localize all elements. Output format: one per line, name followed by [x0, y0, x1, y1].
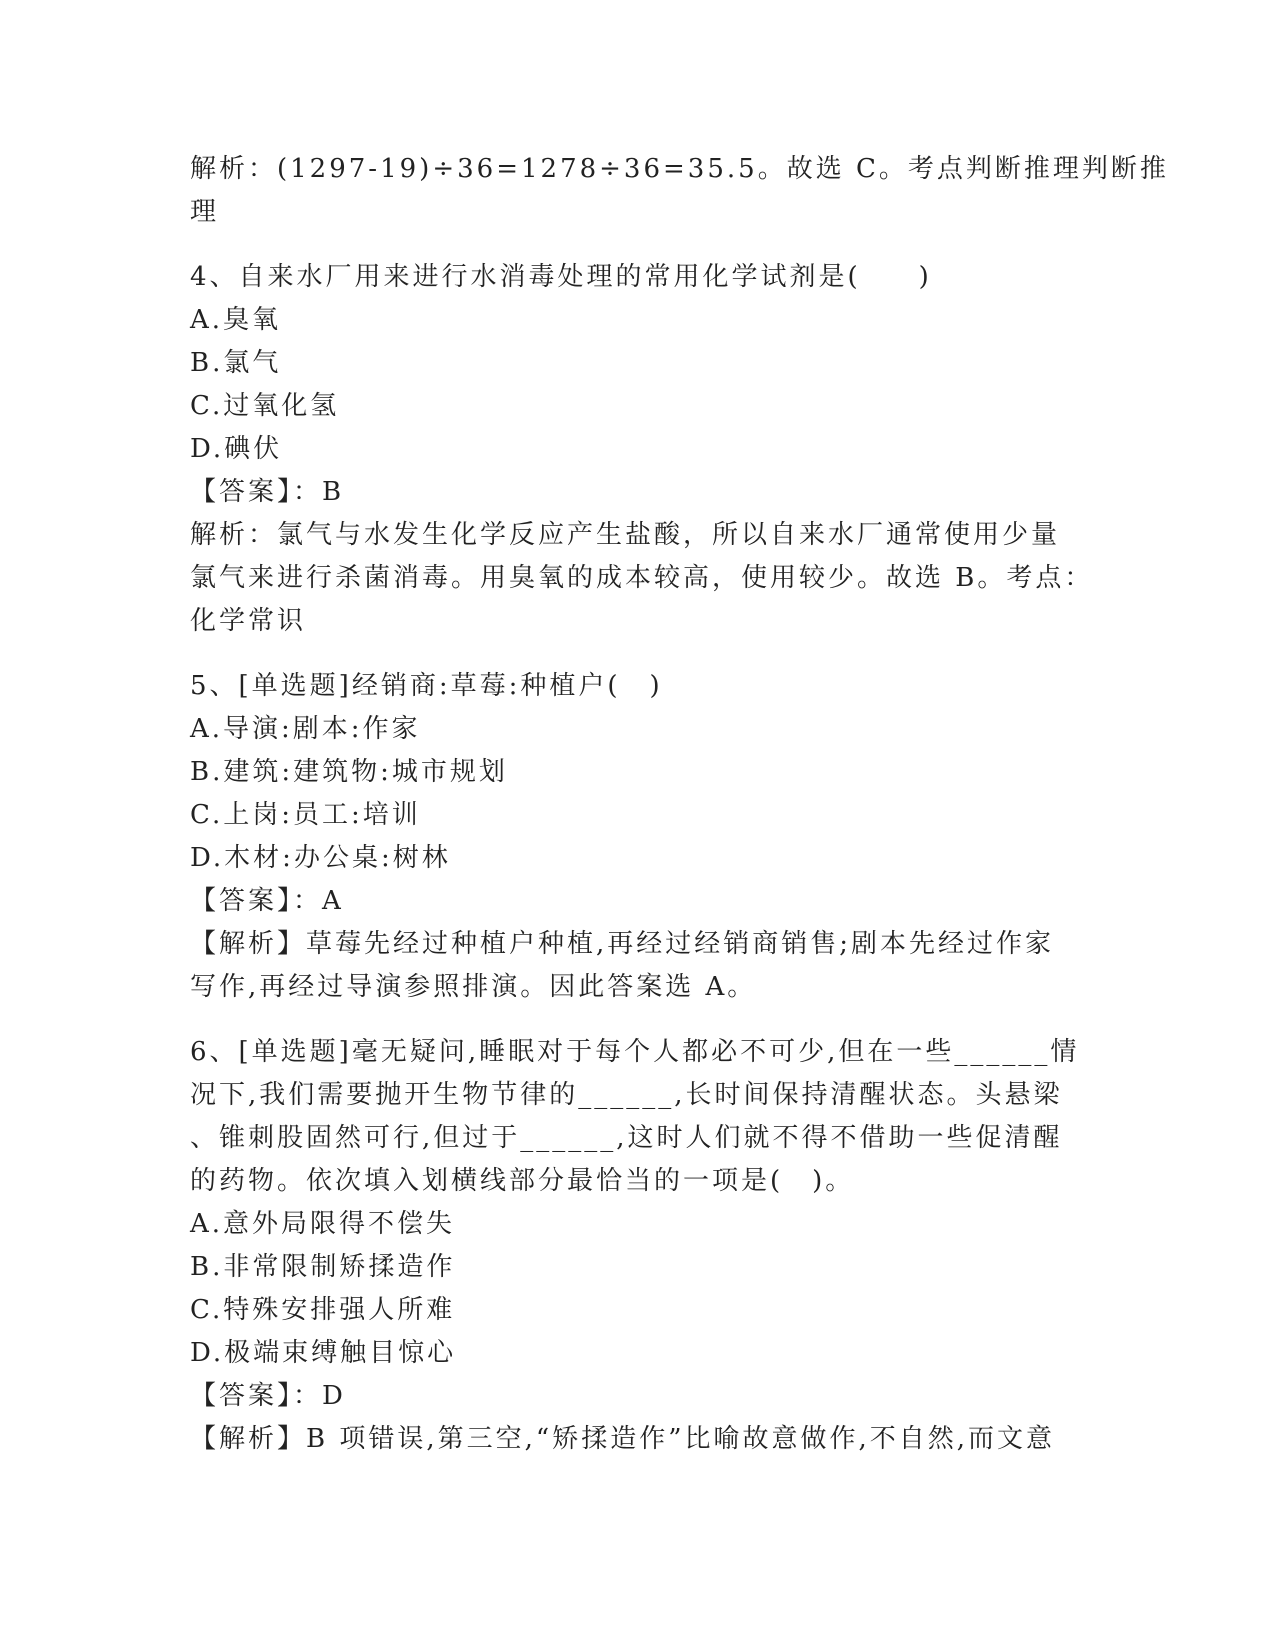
- question-6: [190, 1031, 1090, 1461]
- prev-analysis: [190, 148, 1169, 234]
- question-stem-line: 况下,我们需要抛开生物节律的______,长时间保持清醒状态。头悬梁: [190, 1080, 1063, 1110]
- option-d: D.极端束缚触目惊心: [190, 1338, 457, 1368]
- analysis-line: 解析：(1297-19)÷36=1278÷36=35.5。故选 C。考点判断推理判断推: [190, 154, 1169, 184]
- option-a: A.导演:剧本:作家: [190, 714, 421, 744]
- option-c: C.特殊安排强人所难: [190, 1295, 456, 1325]
- answer: 【答案】：A: [190, 886, 344, 916]
- option-a: A.意外局限得不偿失: [190, 1209, 456, 1239]
- option-c: C.上岗:员工:培训: [190, 800, 421, 830]
- analysis-line: 【解析】B 项错误,第三空,“矫揉造作”比喻故意做作,不自然,而文意: [190, 1424, 1056, 1454]
- document-content: [190, 148, 1169, 1461]
- option-d: D.碘伏: [190, 434, 283, 464]
- analysis-line: 解析：氯气与水发生化学反应产生盐酸，所以自来水厂通常使用少量: [190, 520, 1061, 550]
- option-b: B.建筑:建筑物:城市规划: [190, 757, 508, 787]
- option-b: B.氯气: [190, 348, 282, 378]
- answer: 【答案】：B: [190, 477, 345, 507]
- analysis-line: 氯气来进行杀菌消毒。用臭氧的成本较高，使用较少。故选 B。考点：: [190, 563, 1094, 593]
- option-a: A.臭氧: [190, 305, 282, 335]
- option-b: B.非常限制矫揉造作: [190, 1252, 456, 1282]
- question-stem: 5、[单选题]经销商:草莓:种植户( ): [190, 671, 663, 701]
- question-4: [190, 256, 1094, 643]
- analysis-line: 【解析】草莓先经过种植户种植,再经过经销商销售;剧本先经过作家: [190, 929, 1055, 959]
- analysis-line: 写作,再经过导演参照排演。因此答案选 A。: [190, 972, 757, 1002]
- option-c: C.过氧化氢: [190, 391, 340, 421]
- question-stem-line: 6、[单选题]毫无疑问,睡眠对于每个人都必不可少,但在一些______情: [190, 1037, 1080, 1067]
- analysis-line: 理: [190, 197, 220, 227]
- analysis-line: 化学常识: [190, 606, 307, 636]
- question-5: [190, 665, 1090, 1009]
- question-stem-line: 、锥刺股固然可行,但过于______,这时人们就不得不借助一些促清醒: [190, 1123, 1063, 1153]
- option-d: D.木材:办公桌:树林: [190, 843, 451, 873]
- answer: 【答案】：D: [190, 1381, 346, 1411]
- question-stem: 4、自来水厂用来进行水消毒处理的常用化学试剂是( ): [190, 262, 932, 292]
- question-stem-line: 的药物。依次填入划横线部分最恰当的一项是( )。: [190, 1166, 855, 1196]
